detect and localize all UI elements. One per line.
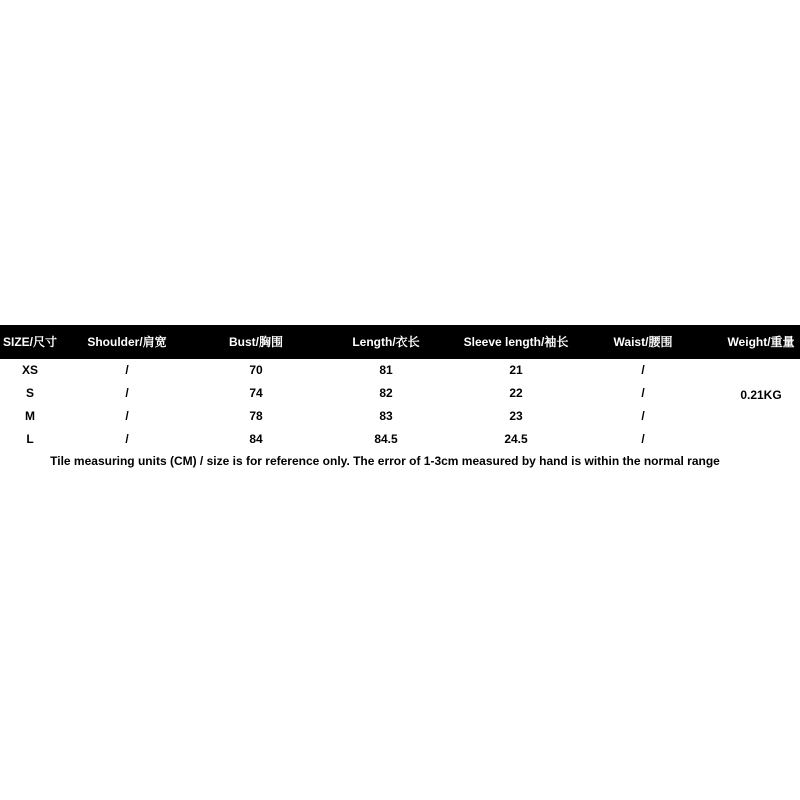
cell-length: 82 [379,386,393,400]
table-row [0,428,800,451]
cell-size: XS [21,363,39,377]
cell-size: L [26,432,34,446]
header-weight: Weight/重量 [727,335,795,349]
cell-shoulder: / [125,432,129,446]
cell-waist: / [641,386,645,400]
cell-shoulder: / [125,409,129,423]
cell-length: 83 [379,409,393,423]
cell-bust: 84 [249,432,263,446]
header-shoulder: Shoulder/肩宽 [87,335,167,349]
table-row [0,405,800,428]
cell-length: 81 [379,363,393,377]
cell-bust: 78 [249,409,263,423]
weight-value: 0.21KG [740,388,782,402]
header-length: Length/衣长 [352,335,420,349]
header-bust: Bust/胸围 [228,335,284,349]
measurement-note: Tile measuring units (CM) / size is for reference only. The error of 1-3cm measured by hand is within the normal range [50,454,720,468]
cell-waist: / [641,363,645,377]
cell-sleeve-length: 23 [509,409,523,423]
cell-bust: 74 [249,386,263,400]
cell-shoulder: / [125,363,129,377]
cell-sleeve-length: 22 [509,386,523,400]
cell-waist: / [641,409,645,423]
header-waist: Waist/腰围 [613,335,673,349]
cell-size: M [25,409,35,423]
table-body [0,359,800,451]
cell-length: 84.5 [374,432,398,446]
header-size: SIZE/尺寸 [2,335,58,349]
cell-shoulder: / [125,386,129,400]
cell-bust: 70 [249,363,263,377]
header-sleeve-length: Sleeve length/袖长 [463,335,569,349]
cell-sleeve-length: 21 [509,363,523,377]
size-chart-table [0,325,800,451]
cell-sleeve-length: 24.5 [504,432,528,446]
cell-waist: / [641,432,645,446]
table-header-row [0,325,800,359]
table-row [0,359,800,382]
cell-size: S [25,386,35,400]
table-row [0,382,800,405]
